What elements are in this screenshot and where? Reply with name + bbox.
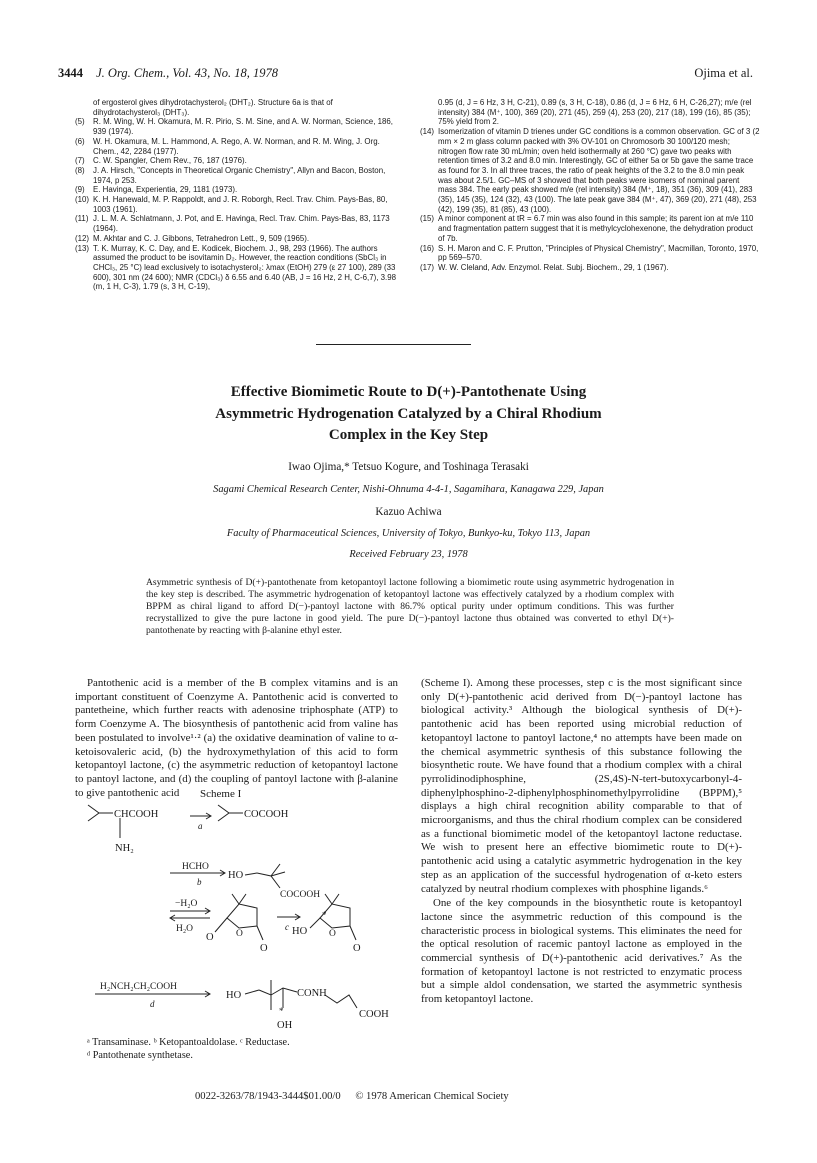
scheme-label: HO — [228, 870, 244, 881]
page-number: 3444 — [58, 66, 83, 80]
affiliation-secondary: Faculty of Pharmaceutical Sciences, University of Tokyo, Bunkyo-ku, Tokyo 113, Japan — [226, 528, 591, 539]
affiliation-primary: Sagami Chemical Research Center, Nishi-Ohnuma 4-4-1, Sagamihara, Kanagawa 229, Japan — [213, 484, 604, 495]
footnote-number: (16) — [420, 243, 435, 253]
scheme-label: CHCOOH — [114, 809, 159, 820]
footnote-number: (17) — [420, 262, 435, 272]
footnote-item — [75, 185, 400, 195]
footnote-number — [420, 98, 438, 127]
footnote-item — [75, 234, 400, 244]
copyright: © 1978 American Chemical Society — [355, 1091, 509, 1102]
footnote-text: 0.95 (d, J = 6 Hz, 3 H, C-21), 0.89 (s, 3 H, C-18), 0.86 (d, J = 6 Hz, 6 H, C-26,27); m/e (rel intensity) 384 (M⁺, 100), 369 (20), 271 (45), 259 (4), 253 (20), 217 (18), 199 (16), 85 (35); 75% yield from 2. — [438, 98, 752, 127]
article-code: 0022-3263/78/1943-3444$01.00/0 — [195, 1091, 341, 1102]
footnote-item — [75, 166, 400, 185]
footnote-number: (7) — [75, 156, 85, 166]
footnote-text: of ergosterol gives dihydrotachysterol₂ (DHT₂). Structure 6a is that of dihydrotachysterol₃ (DHT₃). — [93, 98, 333, 117]
footnote-text: W. W. Cleland, Adv. Enzymol. Relat. Subj. Biochem., 29, 1 (1967). — [438, 262, 669, 272]
scheme-label: * — [322, 910, 327, 920]
footnote-item — [420, 98, 760, 127]
footnote-number: (12) — [75, 233, 90, 243]
footnote-item — [75, 156, 400, 166]
footnote-text: E. Havinga, Experientia, 29, 1181 (1973). — [93, 185, 238, 195]
scheme-one-diagram — [75, 800, 405, 1035]
footnote-text: S. H. Maron and C. F. Prutton, "Principles of Physical Chemistry", Macmillan, Toronto, 1970, pp 569–570. — [438, 243, 759, 263]
footnote-number: (8) — [75, 165, 85, 175]
authors-primary: Iwao Ojima,* Tetsuo Kogure, and Toshinaga Terasaki — [288, 461, 529, 473]
scheme-footnotes — [87, 1037, 407, 1062]
footnote-item — [420, 263, 760, 273]
journal-citation: J. Org. Chem., Vol. 43, No. 18, 1978 — [96, 66, 278, 80]
footnote-number: (9) — [75, 185, 85, 195]
footnote-text: Isomerization of vitamin D trienes under GC conditions is a common observation. GC of 3 (2 mm × 2 m glass column packed with 3% OV-101 on Chromosorb 30 100/120 mesh; nitrogen flow rate 30 mL/min; oven held isothermally at 260 °C) gave two peaks with retention times of 3.2 and 8.0 min. Interestingly, GC of either 5a or 5b gave the same trace as found for 3. In all three traces, the ratio of peak heights of the 3.2 to the 8.0 min peak was about 2.5/1. GC–MS of 3 showed that both peaks were isomers of nominal parent mass 384. The early peak showed m/e (rel intensity) 384 (M⁺, 18), 351 (36), 309 (41), 283 (35), 145 (35), 124 (32), 43 (100). The late peak gave 384 (M⁺, 47), 369 (20), 271 (48), 253 (42), 199 (35), 81 (85), 43 (100). — [438, 127, 760, 214]
footnotes-left — [75, 98, 400, 292]
page-header — [58, 66, 278, 81]
authors-secondary: Kazuo Achiwa — [375, 506, 442, 518]
footnote-number: (14) — [420, 127, 435, 137]
footnote-item — [420, 244, 760, 263]
scheme-label: HO — [226, 990, 242, 1001]
scheme-step-label: c — [285, 922, 289, 932]
scheme-label: COCOOH — [280, 890, 321, 900]
footnote-item — [75, 117, 400, 136]
footnote-number: (6) — [75, 136, 85, 146]
scheme-label: O — [353, 943, 361, 954]
footnote-item — [75, 98, 400, 117]
scheme-label: O — [236, 929, 243, 939]
scheme-label: COOH — [359, 1009, 389, 1020]
scheme-label: O — [260, 943, 268, 954]
scheme-label: O — [329, 929, 336, 939]
running-author: Ojima et al. — [694, 66, 753, 80]
scheme-label: OH — [277, 1020, 293, 1031]
footnotes-right — [420, 98, 760, 273]
intro-paragraph-left — [75, 677, 398, 800]
scheme-label: * — [279, 1006, 284, 1016]
footnote-text: M. Akhtar and C. J. Gibbons, Tetrahedron Lett., 9, 509 (1965). — [93, 233, 310, 243]
scheme-label: H₂NCH₂CH₂COOH — [100, 982, 177, 992]
footnote-text: T. K. Murray, K. C. Day, and E. Kodicek, Biochem. J., 98, 293 (1966). The authors assumed the product to be isovitamin D₂. However, the reaction conditions (SbCl₃ in CHCl₃, 25 °C) lead exclusively to isotachysterol₂: λmax (EtOH) 279 (ε 27 100), 289 (33 600), 301 nm (24 600); NMR (CDCl₃) δ 6.55 and 6.40 (AB, J = 16 Hz, 2 H, C-6,7), 3.98 (m, 1 H, C-3), 1.79 (s, 3 H, C-19), — [93, 243, 396, 292]
footnote-text: K. H. Hanewald, M. P. Rappoldt, and J. R. Roborgh, Recl. Trav. Chim. Pays-Bas, 80, 1003 (1961). — [93, 195, 388, 214]
footnote-text: R. M. Wing, W. H. Okamura, M. R. Pirio, S. M. Sine, and A. W. Norman, Science, 186, 939 (1974). — [93, 117, 393, 137]
footnote-number — [75, 98, 93, 117]
scheme-footnote: ᵈ Pantothenate synthetase. — [87, 1049, 193, 1061]
footnote-text: W. H. Okamura, M. L. Hammond, A. Rego, A. W. Norman, and R. M. Wing, J. Org. Chem., 42, 2284 (1977). — [93, 136, 380, 156]
footnote-number: (13) — [75, 243, 90, 253]
abstract: Asymmetric synthesis of D(+)-pantothenate from ketopantoyl lactone following a biomimetic route using asymmetric hydrogenation in the key step is described. The asymmetric hydrogenation of ketopantoyl lactone was effectively catalyzed by a rhodium complex with BPPM as chiral ligand to afford D(−)-pantoyl lactone with 86.7% optical purity under optimum conditions. This was further recrystallized to give the pure lactone in good yield. The pure D(−)-pantoyl lactone thus obtained was converted to ethyl D(+)-pantothenate by reacting with β-alanine ethyl ester. — [146, 577, 674, 636]
title-line: Asymmetric Hydrogenation Catalyzed by a Chiral Rhodium — [215, 405, 602, 422]
footnote-item — [75, 244, 400, 293]
footnote-text: J. L. M. A. Schlatmann, J. Pot, and E. Havinga, Recl. Trav. Chim. Pays-Bas, 83, 1173 (1964). — [93, 214, 390, 234]
section-divider — [316, 344, 471, 345]
footnote-item — [75, 195, 400, 214]
paragraph: One of the key compounds in the biosynthetic route is ketopantoyl lactone since the asymmetric reduction of this compound is the characteristic process in biological systems. This eliminates the need for the optical resolution of racemic pantoyl lactone as employed in the commercial synthesis of D(+)-pantothenic acid derivatives.⁷ As the formation of ketopantoyl lactone is not restricted to enzymatic process but a simple aldol condensation, we started the asymmetric synthesis from ketopantoyl lactone. — [421, 897, 742, 1006]
scheme-footnote: ᵃ Transaminase. ᵇ Ketopantoaldolase. ᶜ Reductase. — [87, 1037, 290, 1048]
footnote-text: C. W. Spangler, Chem Rev., 76, 187 (1976). — [93, 156, 247, 166]
footnote-text: A minor component at tR = 6.7 min was also found in this sample; its parent ion at m/e 110 and fragmentation pattern suggest that it is methylcyclohexenone, the dehydration product of 7b. — [438, 214, 754, 243]
scheme-step-label: d — [150, 999, 155, 1009]
footnote-item — [420, 214, 760, 243]
footnote-number: (15) — [420, 214, 435, 224]
scheme-label: H₂O — [176, 924, 194, 934]
paragraph: (Scheme I). Among these processes, step c is the most significant since only D(+)-pantothenic acid derived from D(−)-pantoyl lactone has biological activity.³ Although the biological synthesis of D(+)-pantothenic acid has been reported using microbial reduction of ketopantoyl lactone to pantoyl lactone,⁴ no attempts have been made on the chemical asymmetric synthesis of this substance following the biosynthetic route. We have found that a rhodium complex with a chiral pyrrolidinodiphosphine, (2S,4S)-N-tert-butoxycarbonyl-4-diphenylphosphino-2-diphenylphosphinomethylpyrrolidine (BPPM),⁵ displays a high chiral recognition ability comparable to that of microorganisms, and thus the chiral rhodium complex can be considered as a functional biomimetic model of the ketopantoyl lactone reductase. We wish to present here an effective biomimetic route to D(+)-pantothenic acid using a catalytic asymmetric hydrogenation in the key step as an application of the successful hydrogenation of α-keto esters catalyzed by neutral rhodium complexes with phosphine ligands.⁶ — [421, 677, 742, 895]
scheme-title: Scheme I — [200, 788, 242, 800]
footnote-item — [75, 214, 400, 233]
article-title — [0, 382, 817, 447]
scheme-label: HCHO — [182, 862, 209, 872]
title-line: Effective Biomimetic Route to D(+)-Pantothenate Using — [230, 384, 587, 400]
footnote-number: (11) — [75, 214, 89, 224]
scheme-step-label: b — [197, 877, 202, 887]
footnote-number: (5) — [75, 117, 85, 127]
footnote-item — [420, 127, 760, 214]
title-line: Complex in the Key Step — [328, 427, 489, 443]
scheme-label: CONH — [297, 988, 327, 999]
paragraph: Pantothenic acid is a member of the B complex vitamins and is an important constituent of Coenzyme A. Pantothenic acid is converted to pantetheine, which further reacts with adenosine triphosphate (ATP) to form Coenzyme A. The biosynthesis of pantothenic acid from valine has been postulated to involve¹·² (a) the oxidative deamination of valine to α-ketoisovaleric acid, (b) the hydroxymethylation of this acid to form ketopantoyl lactone, (c) the asymmetric reduction of ketopantoyl lactone to pantoyl lactone, and (d) the coupling of pantoyl lactone with β-alanine to give pantothenic acid — [75, 677, 398, 799]
footnote-number: (10) — [75, 195, 90, 205]
footnote-text: J. A. Hirsch, "Concepts in Theoretical Organic Chemistry", Allyn and Bacon, Boston, 1974, p 253. — [93, 165, 386, 185]
received-date: Received February 23, 1978 — [349, 549, 468, 560]
body-right-column — [421, 677, 742, 1007]
footnote-item — [75, 137, 400, 156]
scheme-label: NH₂ — [115, 843, 134, 854]
scheme-label: HO — [292, 926, 308, 937]
scheme-step-label: a — [198, 821, 203, 831]
scheme-label: COCOOH — [244, 809, 289, 820]
scheme-label: −H₂O — [175, 899, 198, 909]
page-footer — [195, 1091, 509, 1102]
scheme-label: O — [206, 932, 214, 943]
